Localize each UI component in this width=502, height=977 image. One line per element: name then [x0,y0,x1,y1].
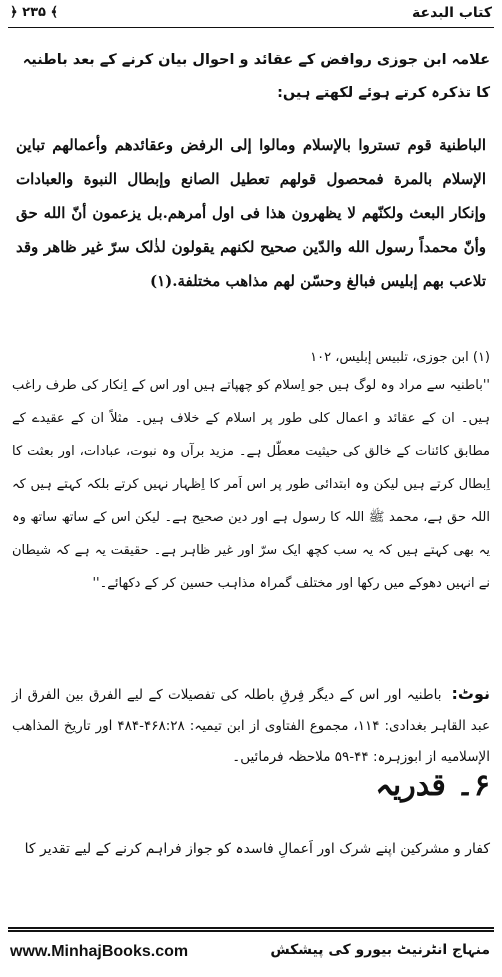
note-paragraph [12,678,490,773]
closing-line: کفار و مشرکین اپنے شرک اور اَعمالِ فاسدہ کو جواز فراہم کرنے کے لیے تقدیر کا [24,841,490,857]
note-text: باطنیہ اور اس کے دیگر فِرقِ باطلہ کی تفصیلات کے لیے الفرق بین الفرق از عبد القاہر بغدادی: ۱۱۴، مجموع الفتاوی از ابن تیمیہ: ۴۶۸:۲۸-۴۸۴ اور تاریخ المذاهب الإسلاميه از ابوزہرہ: ۴۴-۵۹ ملاحظہ فرمائیں۔ [12,687,490,765]
arabic-quote: الباطنية قوم تستروا بالإسلام ومالوا إلى الرفض وعقائدهم وأعمالهم تباين الإسلام بالمرة فمحصول قولهم تعطيل الصانع وإبطال النبوة والعبادات وإنكار البعث ولكنّهم لا يظهرون هذا فى اول أمرهم.بل يزعمون أنّ الله حق وأنّ محمداً رسول الله والدّين صحيح لكنهم يقولون لذٰلک سرّ غير ظاهر وقد تلاعب بهم إبليس فبالغ وحسّن لهم مذاهب مختلفة.(۱) [16,136,486,290]
section-heading: ۶۔ قدریہ [375,768,490,803]
page-number: ﴿ ۲۳۵ ﴾ [10,5,59,20]
note-label: نوٹ: [451,684,490,703]
page-header [0,0,502,30]
footer-presenter: منہاج انٹرنیٹ بیورو کی پیشکش [270,942,490,958]
footnote-text: ''باطنیہ سے مراد وہ لوگ ہیں جو اِسلام کو چھپاتے ہیں اور اس کے اِنکار کی طرف راغب ہیں۔ ان کے عقائد و اعمال کلی طور پر اسلام کے خلاف ہیں۔ مثلاً ان کے عقیدے کے مطابق کائنات کے خالق کی حیثیت معطّل ہے۔ مزید برآں وہ نبوت، عبادات، اور بعثت کا اِبطال کرتے ہیں لیکن وہ ابتدائی طور پر اس اَمر کا اِظہار نہیں کرتے بلکہ کہتے ہیں کہ اللہ حق ہے، محمد ﷺ اللہ کا رسول ہے اور دین صحیح ہے۔ لیکن اس کے ساتھ ساتھ وہ یہ بھی کہتے ہیں کہ یہ سب کچھ ایک سرّ اور غیر ظاہر ہے۔ حقیقت یہ ہے کہ شیطان نے انہیں دھوکے میں رکھا اور مختلف گمراہ مذاہب حسین کر کے دکھائے۔'' [12,378,490,591]
header-divider [8,27,494,28]
intro-paragraph: علامہ ابن جوزی روافض کے عقائد و احوال بیان کرنے کے بعد باطنیہ کا تذکرہ کرتے ہوئے لکھتے ہیں: [22,52,490,101]
footer-url[interactable]: www.MinhajBooks.com [10,943,189,960]
footnote-reference: (۱) ابن جوزی، تلبيس إبليس، ۱۰۲ [310,350,490,365]
book-title: كتاب البدعة [412,5,492,21]
footer-divider [8,927,494,932]
